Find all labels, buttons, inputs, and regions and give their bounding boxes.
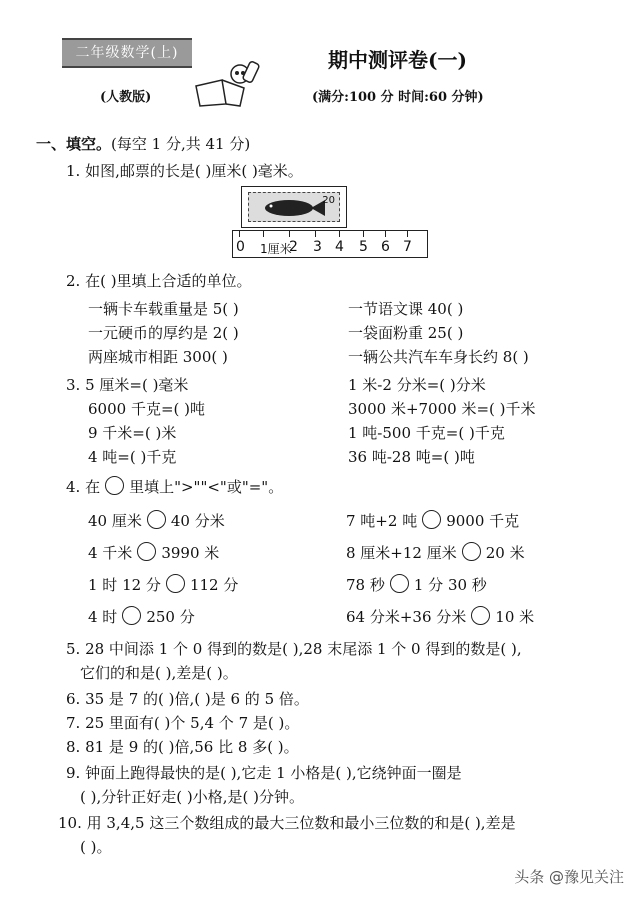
q3-item: 1 米-2 分米=( )分米 [348,376,486,394]
q3-item: 1 吨-500 千克=( )千克 [348,424,505,442]
q2-item: 一元硬币的厚约是 2( ) [88,324,239,342]
section-name: 填空。 [66,135,112,153]
q4-item: 78 秒 1 分 30 秒 [346,576,487,594]
ruler-label: 3 [313,239,322,255]
stamp-value: 20 [322,195,335,206]
section-label: 一、 [36,135,67,153]
circle-blank-icon[interactable] [390,574,409,593]
circle-blank-icon[interactable] [147,510,166,529]
circle-blank-icon[interactable] [471,606,490,625]
ruler-label: 2 [289,239,298,255]
q3-item: 4 吨=( )千克 [88,448,177,466]
question-5-cont: 它们的和是( ),差是( )。 [80,664,238,682]
stamp-figure [241,186,347,228]
q4-item: 4 千米 3990 米 [88,544,220,562]
q4-item: 7 吨+2 吨 9000 千克 [346,512,520,530]
section-note: (每空 1 分,共 41 分) [111,135,251,153]
question-5: 5. 28 中间添 1 个 0 得到的数是( ),28 末尾添 1 个 0 得到的数是( ), [66,640,522,658]
q4-item: 1 时 12 分 112 分 [88,576,239,594]
ruler [232,230,428,258]
q2-item: 一辆卡车载重量是 5( ) [88,300,239,318]
ruler-label: 7 [403,239,412,255]
q4-lead: 4. 在 [66,478,101,496]
circle-blank-icon[interactable] [137,542,156,561]
ruler-label: 1厘米 [260,242,292,256]
question-6: 6. 35 是 7 的( )倍,( )是 6 的 5 倍。 [66,690,309,708]
grade-badge: 二年级数学(上) [62,38,192,68]
question-7: 7. 25 里面有( )个 5,4 个 7 是( )。 [66,714,300,732]
question-9: 9. 钟面上跑得最快的是( ),它走 1 小格是( ),它绕钟面一圈是 [66,764,462,782]
stamp [248,192,340,222]
question-2: 2. 在( )里填上合适的单位。 [66,272,252,290]
q2-item: 一节语文课 40( ) [348,300,464,318]
q3-item: 3000 米+7000 米=( )千米 [348,400,536,418]
q3-item: 9 千米=( )米 [88,424,177,442]
question-1: 1. 如图,邮票的长是( )厘米( )毫米。 [66,162,303,180]
question-9-cont: ( ),分针正好走( )小格,是( )分钟。 [80,788,304,806]
circle-blank-icon[interactable] [422,510,441,529]
q3-item: 3. 5 厘米=( )毫米 [66,376,189,394]
ruler-label: 5 [359,239,368,255]
question-10: 10. 用 3,4,5 这三个数组成的最大三位数和最小三位数的和是( ),差是 [58,814,516,832]
circle-blank-icon[interactable] [122,606,141,625]
q2-item: 一辆公共汽车车身长约 8( ) [348,348,529,366]
q4-item: 40 厘米 40 分米 [88,512,225,530]
ruler-label: 6 [381,239,390,255]
q2-item: 两座城市相距 300( ) [88,348,228,366]
circle-blank-icon[interactable] [462,542,481,561]
q4-tail: 里填上">""<"或"="。 [129,478,284,496]
circle-blank-icon [105,476,124,495]
question-10-cont: ( )。 [80,838,112,856]
ruler-label: 4 [335,239,344,255]
edition-label: (人教版) [100,90,152,105]
q2-item: 一袋面粉重 25( ) [348,324,464,342]
ruler-label: 0 [236,239,245,255]
q4-item: 8 厘米+12 厘米 20 米 [346,544,525,562]
q4-item: 4 时 250 分 [88,608,195,626]
page-title: 期中测评卷(一) [328,48,467,72]
question-4 [66,476,283,497]
watermark: 头条 @豫见关注 [514,868,624,886]
circle-blank-icon[interactable] [166,574,185,593]
question-8: 8. 81 是 9 的( )倍,56 比 8 多( )。 [66,738,299,756]
q3-item: 36 吨-28 吨=( )吨 [348,448,475,466]
exam-info: (满分:100 分 时间:60 分钟) [312,90,484,105]
section-header [36,133,250,154]
q3-item: 6000 千克=( )吨 [88,400,205,418]
reading-owl-icon [192,58,262,108]
q4-item: 64 分米+36 分米 10 米 [346,608,535,626]
